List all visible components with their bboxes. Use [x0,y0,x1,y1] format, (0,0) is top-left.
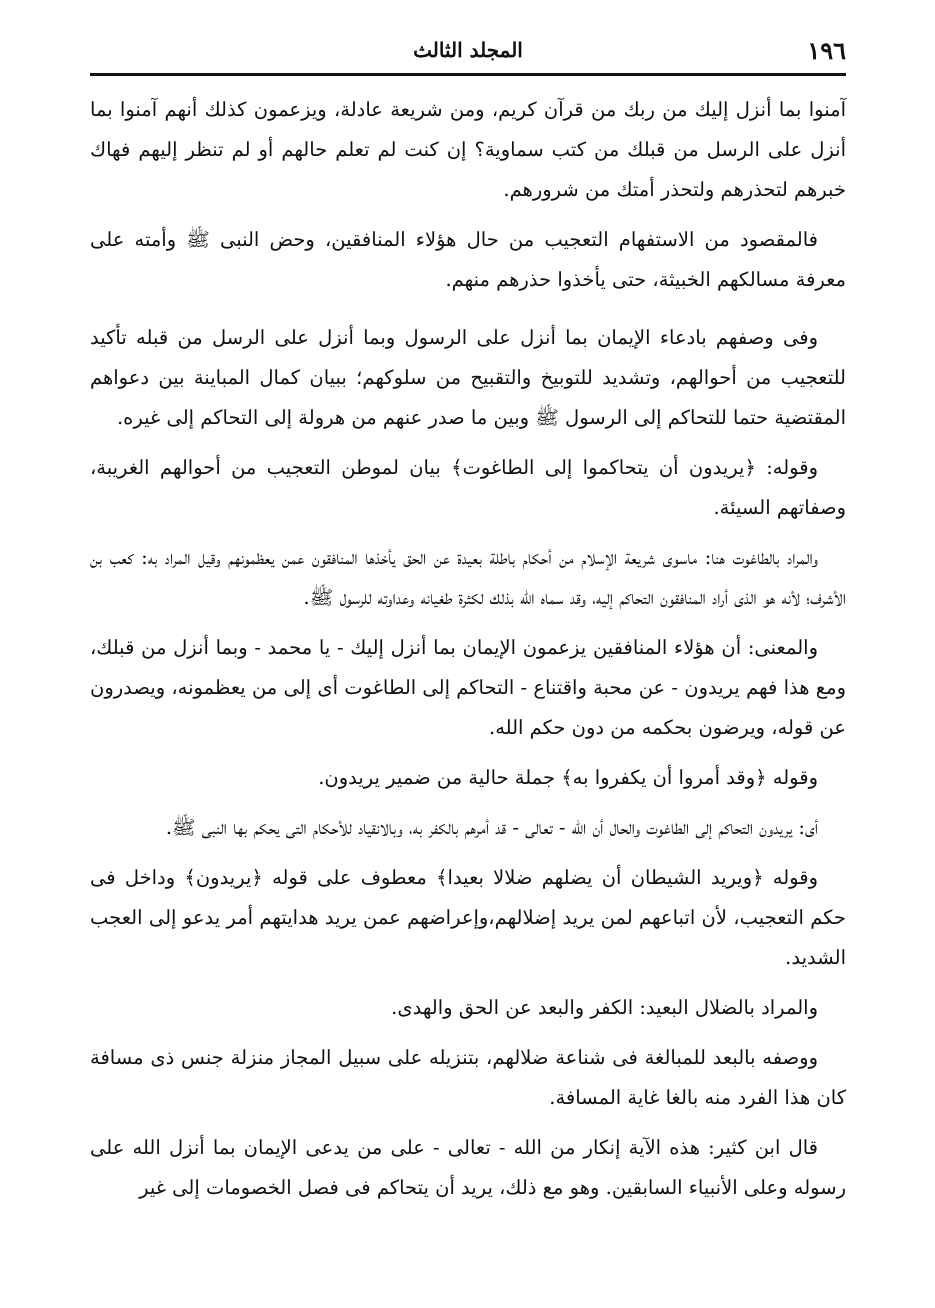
paragraph: والمراد بالضلال البعيد: الكفر والبعد عن الحق والهدى. [391,996,818,1019]
paragraph: وفى وصفهم بادعاء الإيمان بما أنزل على الرسول وبما أنزل على الرسل من قبله تأكيد للتعجيب من أحوالهم، وتشديد للتوبيخ والتقبيح من سلوكهم؛ ببيان كمال المباينة بين دعواهم المقتضية حتما للتحاكم إلى الرسول ﷺ وبين ما صدر عنهم من هرولة إلى التحاكم إلى غيره. [90,326,846,429]
page-header [90,30,846,70]
page-number: ١٩٦ [807,36,846,65]
paragraph: فالمقصود من الاستفهام التعجيب من حال هؤلاء المنافقين، وحض النبى ﷺ وأمته على معرفة مسالكهم الخبيثة، حتى يأخذوا حذرهم منهم. [90,228,846,291]
paragraph: أى: يريدون التحاكم إلى الطاغوت والحال أن الله - تعالى - قد أمرهم بالكفر به، وبالانقياد للأحكام التى يحكم بها النبى ﷺ. [165,816,818,839]
paragraph: آمنوا بما أنزل إليك من ربك من قرآن كريم، ومن شريعة عادلة، ويزعمون كذلك أنهم آمنوا بما أنزل على الرسل من قبلك من كتب سماوية؟ إن كنت لم تعلم حالهم أو لم تنظر إليهم فهاك خبرهم لتحذرهم ولتحذر أمتك من شرورهم. [90,98,846,201]
header-rule [90,73,846,76]
running-title: المجلد الثالث [413,38,523,62]
paragraph: قال ابن كثير: هذه الآية إنكار من الله - تعالى - على من يدعى الإيمان بما أنزل الله على رسوله وعلى الأنبياء السابقين. وهو مع ذلك، يريد أن يتحاكم فى فصل الخصومات إلى غير [90,1136,846,1199]
paragraph: وقوله ﴿ويريد الشيطان أن يضلهم ضلالا بعيدا﴾ معطوف على قوله ﴿يريدون﴾ وداخل فى حكم التعجيب، لأن اتباعهم لمن يريد إضلالهم،وإعراضهم عمن يريد هدايتهم أمر يدعو إلى العجب الشديد. [90,866,846,969]
paragraph: والمعنى: أن هؤلاء المنافقين يزعمون الإيمان بما أنزل إليك - يا محمد - وبما أنزل من قبلك، ومع هذا فهم يريدون - عن محبة واقتناع - التحاكم إلى الطاغوت أى إلى من يعظمونه، ويصدرون عن قوله، ويرضون بحكمه من دون حكم الله. [90,636,846,739]
paragraph: وقوله ﴿وقد أمروا أن يكفروا به﴾ جملة حالية من ضمير يريدون. [318,766,818,789]
paragraph: وقوله: ﴿يريدون أن يتحاكموا إلى الطاغوت﴾ بيان لموطن التعجيب من أحوالهم الغريبة، وصفاتهم السيئة. [90,456,846,519]
paragraph: ووصفه بالبعد للمبالغة فى شناعة ضلالهم، بتنزيله على سبيل المجاز منزلة جنس ذى مسافة كان هذا الفرد منه بالغا غاية المسافة. [90,1046,846,1109]
paragraph: والمراد بالطاغوت هنا: ماسوى شريعة الإسلام من أحكام باطلة بعيدة عن الحق يأخذها المنافقون عمن يعظمونهم وقيل المراد به: كعب بن الأشرف؛ لأنه هو الذى أراد المنافقون التحاكم إليه، وقد سماه الله بذلك لكثرة طغيانه وعداوته للرسول ﷺ. [90,546,846,609]
body-text [90,90,846,1218]
